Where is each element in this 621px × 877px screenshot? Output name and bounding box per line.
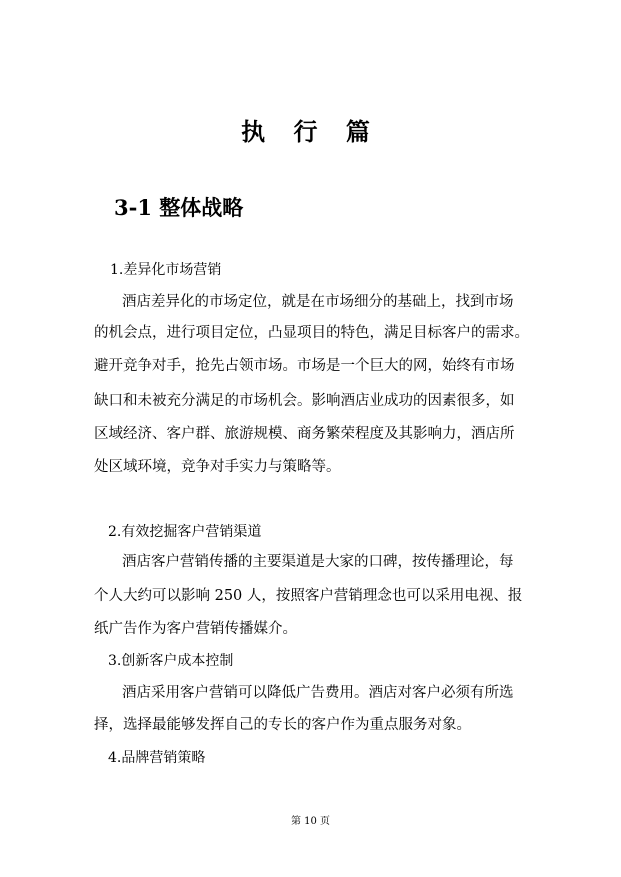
section-heading: 3-1 整体战略 [114, 195, 244, 220]
subsection-heading-1: 1.差异化市场营销 [110, 262, 222, 278]
paragraph-line: 的机会点，进行项目定位，凸显项目的特色，满足目标客户的需求。 [94, 325, 529, 341]
paragraph-line: 缺口和未被充分满足的市场机会。影响酒店业成功的因素很多，如 [94, 393, 515, 409]
paragraph-line: 避开竞争对手，抢先占领市场。市场是一个巨大的网，始终有市场 [94, 358, 515, 374]
subsection-heading-2: 2.有效挖掘客户营销渠道 [108, 524, 262, 540]
paragraph-line: 酒店客户营销传播的主要渠道是大家的口碑，按传播理论，每 [122, 554, 514, 570]
paragraph-line: 区域经济、客户群、旅游规模、商务繁荣程度及其影响力，酒店所 [94, 426, 515, 442]
paragraph-line: 酒店采用客户营销可以降低广告费用。酒店对客户必须有所选 [122, 685, 514, 701]
page-title: 执 行 篇 [241, 117, 380, 146]
subsection-heading-4: 4.品牌营销策略 [108, 750, 206, 766]
page-footer: 第 10 页 [290, 816, 331, 827]
paragraph-line: 酒店差异化的市场定位，就是在市场细分的基础上，找到市场 [122, 294, 514, 310]
paragraph-line: 纸广告作为客户营销传播媒介。 [94, 621, 297, 637]
paragraph-line: 择，选择最能够发挥自己的专长的客户作为重点服务对象。 [94, 717, 471, 733]
subsection-heading-3: 3.创新客户成本控制 [108, 653, 234, 669]
paragraph-line: 个人大约可以影响 250 人，按照客户营销理念也可以采用电视、报 [94, 588, 523, 604]
paragraph-line: 处区域环境，竞争对手实力与策略等。 [94, 459, 341, 475]
